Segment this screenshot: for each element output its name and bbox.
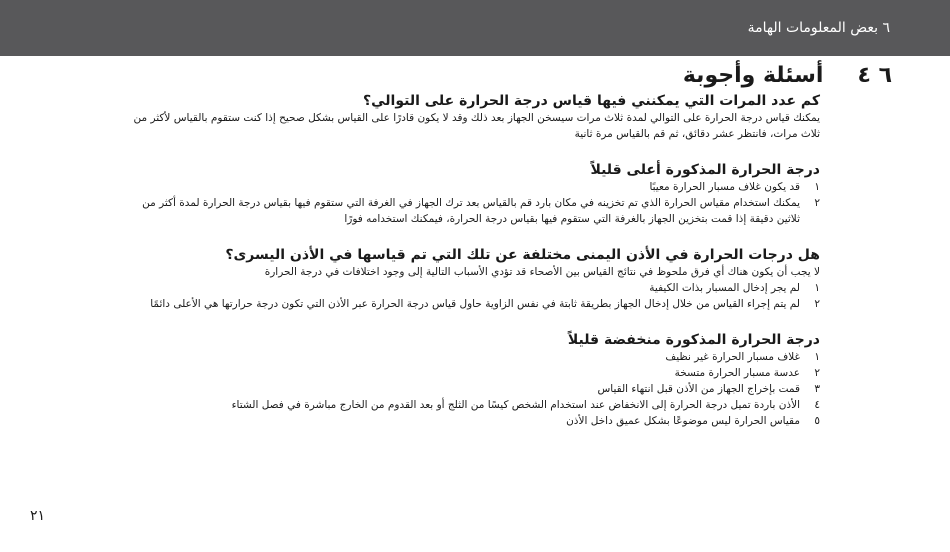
question-heading: كم عدد المرات التي يمكنني فيها قياس درجة الحرارة على التوالي؟	[363, 93, 820, 109]
item-number: ١	[814, 282, 820, 294]
list-item	[120, 280, 820, 296]
qa-section	[120, 93, 820, 142]
question-heading: درجة الحرارة المذكورة أعلى قليلاً	[590, 162, 820, 178]
cause-list	[120, 179, 820, 227]
answer-paragraph: لا يجب أن يكون هناك أي فرق ملحوظ في نتائج القياس بين الأصحاء قد تؤدي الأسباب التالية إلى وجود اختلافات في درجة الحرارة	[264, 266, 820, 278]
section-title-text: أسئلة وأجوبة	[682, 63, 824, 88]
page-number: ٢١	[30, 508, 46, 524]
item-text: لم يتم إجراء القياس من خلال إدخال الجهاز بطريقة ثابتة في نفس الزاوية حاول قياس درجة الحرارة عبر الأذن التي تكون درجة حرارتها هي الأعلى دائمًا	[150, 298, 800, 310]
list-item	[120, 381, 820, 397]
item-number: ٢	[814, 197, 820, 209]
item-text: عدسة مسبار الحرارة متسخة	[674, 367, 800, 379]
item-text: قمت بإخراج الجهاز من الأذن قبل انتهاء القياس	[597, 383, 800, 395]
item-text: يمكنك استخدام مقياس الحرارة الذي تم تخزينه في مكان بارد قم بالقياس بعد ترك الجهاز في الغرفة التي ستقوم فيها بقياس درجة الحرارة لمدة أكثر من ثلاثين دقيقة إذا قمت بتخزين الجهاز بالغرفة التي ستقوم فيها بقياس درجة الحرارة، فيمكنك استخدامه فورًا	[142, 197, 800, 225]
list-item	[120, 179, 820, 195]
list-item	[120, 195, 820, 227]
cause-list	[120, 349, 820, 429]
item-number: ١	[814, 181, 820, 193]
item-number: ٥	[814, 415, 820, 427]
question-heading: درجة الحرارة المذكورة منخفضة قليلاً	[567, 332, 820, 348]
qa-section	[120, 162, 820, 227]
question-heading: هل درجات الحرارة في الأذن اليمنى مختلفة عن تلك التي تم قياسها في الأذن اليسرى؟	[225, 247, 820, 263]
item-text: لم يجر إدخال المسبار بذات الكيفية	[649, 282, 800, 294]
item-text: مقياس الحرارة ليس موضوعًا بشكل عميق داخل الأذن	[566, 415, 800, 427]
item-number: ٢	[814, 367, 820, 379]
qa-content	[120, 93, 820, 429]
list-item	[120, 349, 820, 365]
item-number: ٤	[814, 399, 820, 411]
item-number: ١	[814, 351, 820, 363]
item-number: ٣	[814, 383, 820, 395]
item-text: الأذن باردة تميل درجة الحرارة إلى الانخفاض عند استخدام الشخص كيسًا من الثلج أو بعد القدوم من الخارج مباشرة في فصل الشتاء	[231, 399, 800, 411]
list-item	[120, 296, 820, 312]
item-number: ٢	[814, 298, 820, 310]
list-item	[120, 397, 820, 413]
item-text: قد يكون غلاف مسبار الحرارة معيبًا	[649, 181, 800, 193]
qa-section	[120, 332, 820, 429]
header-chapter-title: ٦ بعض المعلومات الهامة	[747, 20, 890, 36]
answer-paragraph: يمكنك قياس درجة الحرارة على التوالي لمدة ثلاث مرات سيسخن الجهاز بعد ذلك وقد لا يكون قادرًا على القياس بشكل صحيح إذا كنت ستقوم بالقياس لأكثر من ثلاث مرات، فانتظر عشر دقائق، ثم قم بالقياس مرة ثانية	[133, 112, 820, 140]
section-number: ٦ ٤	[857, 63, 892, 88]
item-text: غلاف مسبار الحرارة غير نظيف	[665, 351, 800, 363]
section-title	[683, 63, 892, 88]
qa-section	[120, 247, 820, 312]
list-item	[120, 413, 820, 429]
page-header	[0, 0, 950, 56]
list-item	[120, 365, 820, 381]
cause-list	[120, 280, 820, 312]
